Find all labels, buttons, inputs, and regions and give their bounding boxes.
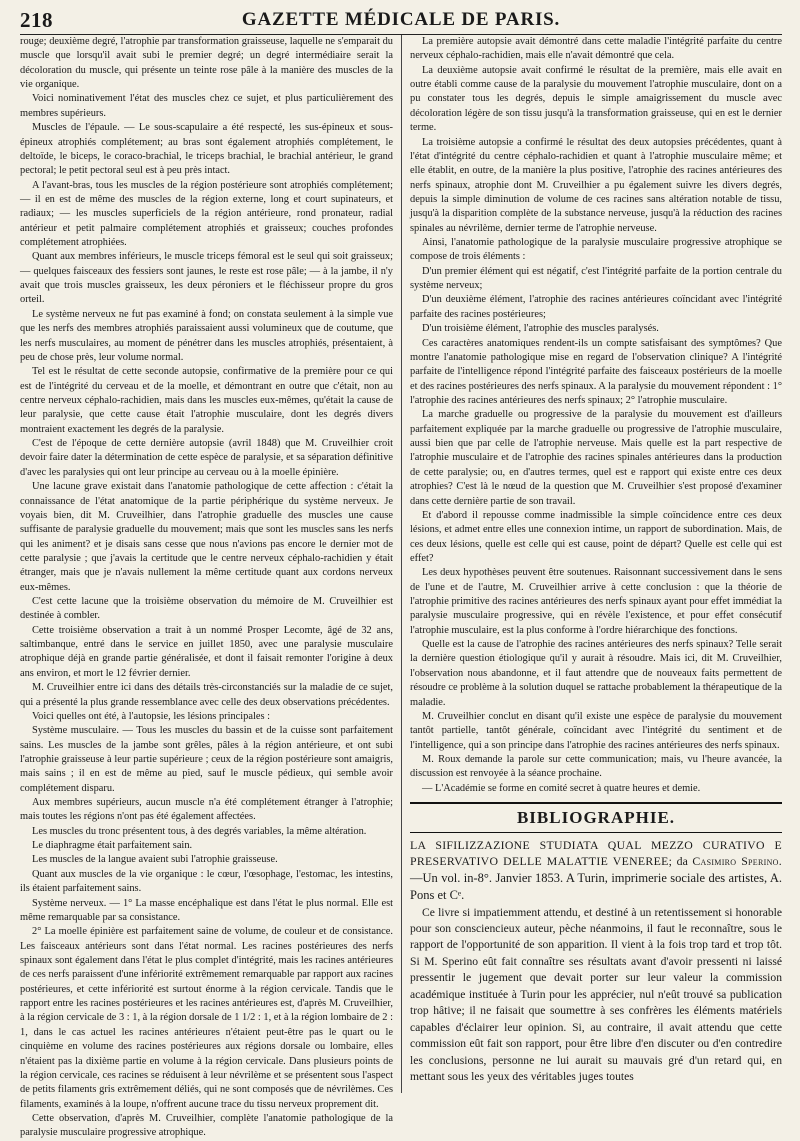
- paragraph: Et d'abord il repousse comme inadmissible la simple coïncidence entre ces deux lésions, et admet entre elles une connexion intime, un rapport de subordination. Mais, de ces deux lésions, quelle est celle qui est cause, point de départ? Quelle est celle qui est effet?: [410, 509, 782, 564]
- paragraph: Quant aux membres inférieurs, le muscle triceps fémoral est le seul qui soit graisseux; — quelques faisceaux des fessiers sont jaunes, le reste est rose pâle; — à la jambe, il n'y avait que trois muscles graisseux, les deux péroniers et le fléchisseur propre du gros orteil.: [20, 251, 393, 306]
- bibliography-entry: [410, 837, 782, 905]
- page-number: 218: [20, 8, 53, 32]
- section-heading: BIBLIOGRAPHIE.: [516, 808, 676, 828]
- text-columns: [20, 35, 782, 1139]
- paragraph: La troisième autopsie a confirmé le résultat des deux autopsies précédentes, quant à l'état d'intégrité du centre céphalo-rachidien et quant à l'atrophie musculaire même; et elle établit, en outre, de la manière la plus positive, l'atrophie des racines antérieures des nerfs spinaux, atrophie dont M. Cruveilhier a pu également suivre les divers degrés, depuis la simple diminution de volume de ces racines sans altération notable de tissu, jusqu'à la disparition complète de la substance nerveuse, jusqu'à la réduction des racines spinales au névrilème, dernier terme de l'atrophie nerveuse.: [410, 136, 782, 234]
- paragraph: Tel est le résultat de cette seconde autopsie, confirmative de la première pour ce qui est de l'intégrité du cerveau et de la moelle, et démontrant en outre que c'était, non au centre nerveux céphalo-rachidien, mais dans les muscles eux-mêmes, qu'était la cause de leur paralysie, que cette cause était l'atrophie musculaire, dont les degrés divers montraient exactement les degrés de la paralysie.: [20, 366, 393, 435]
- publication-info: —Un vol. in-8°. Janvier 1853. A Turin, imprimerie sociale des artistes, A. Pons et Cᵉ.: [410, 870, 782, 903]
- paragraph: D'un troisième élément, l'atrophie des muscles paralysés.: [422, 323, 659, 335]
- paragraph: Muscles de l'épaule. — Le sous-scapulaire a été respecté, les sus-épineux et sous-épineux atrophiés complétement; au bras sont également atrophiés complétement, le deltoïde, le biceps, le coraco-brachial, le triceps brachial, le brachial antérieur, le grand pectoral; le petit pectoral seul est à peu près intact.: [20, 122, 393, 177]
- paragraph: M. Roux demande la parole sur cette communication; mais, vu l'heure avancée, la discussion est renvoyée à la séance prochaine.: [410, 753, 782, 780]
- paragraph: 2° La moelle épinière est parfaitement saine de volume, de couleur et de consistance. Les faisceaux antérieurs sont dans l'état normal. Les racines postérieures des nerfs spinaux sont également dans l'état le plus complet d'intégrité, mais les racines antérieures de ces nerfs paraissent d'une infériorité extrêmement remarquable par rapport aux racines postérieures, et cette infériorité est surtout énorme à la région cervicale. Tandis que le rapport entre les racines postérieures et les racines antérieures est, d'après M. Cruveilhier, à la région cervicale de 3 : 1, à la région dorsale de 1 1/2 : 1, et à la région lombaire de 2 : 1, dans le cas actuel les racines antérieures n'étaient peut-être pas le quart ou le cinquième en volume des racines postérieures aux régions dorsale ou lombaire, elles n'étaient pas la dixième partie en volume à la région cervicale. Dans plusieurs points de la région cervicale, ces racines se réduisent à leur névrilème et se présentent sous l'aspect de petits filaments gris extrêmement déliés, qui ne sont composés que de névrilèmes. Ces filaments, examinés à la loupe, n'offrent aucune trace du tissu nerveux proprement dit.: [20, 926, 393, 1110]
- book-title: LA SIFILIZZAZIONE STUDIATA QUAL MEZZO CURATIVO E PRESERVATIVO DELLE MALATTIE VENEREE;: [410, 837, 782, 869]
- paragraph: La deuxième autopsie avait confirmé le résultat de la première, mais elle avait en outre établi comme cause de la paralysie du mouvement l'atrophie musculaire, dont on a pu constater tous les degrés, depuis le simple amaigrissement du muscle avec décoloration légère de son tissu jusqu'à la transformation graisseuse, qui en est le dernier terme.: [410, 64, 782, 134]
- paragraph: La marche graduelle ou progressive de la paralysie du mouvement est d'ailleurs parfaitement expliquée par la marche graduelle ou progressive de l'atrophie musculaire, aussi bien que par celle de l'atrophie nerveuse. Mais quelle est la part respective de l'atrophie musculaire et de l'atrophie des racines spinales antérieures dans la production de cette paralysie; ou, en d'autres termes, quel est e rapport qui existe entre ces deux atrophies? C'est là le nœud de la question que M. Cruveilhier s'est proposé d'examiner dans cette dernière partie de son travail.: [410, 409, 782, 507]
- paragraph: A l'avant-bras, tous les muscles de la région postérieure sont atrophiés complétement; — il en est de même des muscles de la région externe, long et court supinateurs, et radiaux; — les muscles superficiels de la région antérieure, rond pronateur, radial antérieur et petit palmaire complétement atrophiés et graisseux; couches profondes complétement atrophiées.: [20, 179, 393, 249]
- right-column: [401, 35, 782, 1093]
- paragraph: Ainsi, l'anatomie pathologique de la paralysie musculaire progressive atrophique se compose de trois éléments :: [410, 237, 782, 263]
- paragraph: — L'Académie se forme en comité secret à quatre heures et demie.: [422, 782, 701, 794]
- paragraph: Voici nominativement l'état des muscles chez ce sujet, et plus particulièrement des membres supérieurs.: [20, 93, 393, 119]
- paragraph: M. Cruveilhier conclut en disant qu'il existe une espèce de paralysie du mouvement tantôt partielle, tantôt générale, coïncidant avec l'intégrité du sentiment et de l'intelligence, qui a son principe dans l'atrophie des racines antérieures des nerfs spinaux.: [410, 710, 782, 751]
- paragraph: Aux membres supérieurs, aucun muscle n'a été complétement étranger à l'atrophie; mais toutes les régions n'ont pas été également affectées.: [20, 797, 393, 823]
- paragraph: Voici quelles ont été, à l'autopsie, les lésions principales :: [32, 710, 271, 722]
- page-header: [20, 8, 782, 35]
- paragraph: Quant aux muscles de la vie organique : le cœur, l'œsophage, l'estomac, les intestins, ils étaient parfaitement sains.: [20, 868, 393, 895]
- paragraph: D'un deuxième élément, l'atrophie des racines antérieures coïncidant avec l'intégrité parfaite des racines postérieures;: [410, 294, 782, 320]
- paragraph: Les muscles de la langue avaient subi l'atrophie graisseuse.: [32, 854, 278, 866]
- paragraph: Le diaphragme était parfaitement sain.: [32, 840, 193, 852]
- paragraph: Le système nerveux ne fut pas examiné à fond; on constata seulement à la simple vue que les nerfs des membres atrophiés paraissaient aussi volumineux que de coutume, que les nerfs musculaires, au moment de pénétrer dans les muscles atrophiés, présentaient, à peu de chose près, leur volume normal.: [20, 308, 393, 363]
- bibliographie-heading-box: [410, 802, 782, 832]
- paragraph: Les muscles du tronc présentent tous, à des degrés variables, la même altération.: [32, 825, 367, 837]
- paragraph: Système nerveux. — 1° La masse encéphalique est dans l'état le plus normal. Elle est même remarquable par sa consistance.: [20, 897, 393, 923]
- paragraph: Ces caractères anatomiques rendent-ils un compte satisfaisant des symptômes? Que montre l'anatomie pathologique mise en regard de l'observation clinique? A l'intégrité parfaite de l'intelligence répond l'intégrité parfaite des faisceaux postérieurs de la moelle et des racines postérieures des nerfs spinaux. A la paralysie du mouvement répondent : 1° l'atrophie des racines antérieures des nerfs spinaux; 2° l'atrophie musculaire.: [410, 337, 782, 406]
- journal-title: GAZETTE MÉDICALE DE PARIS.: [241, 9, 561, 30]
- paragraph: La première autopsie avait démontré dans cette maladie l'intégrité parfaite du centre nerveux céphalo-rachidien, mais elle n'avait démontré que cela.: [410, 36, 782, 62]
- left-column: [20, 35, 401, 1139]
- paragraph: Cette troisième observation a trait à un nommé Prosper Lecomte, âgé de 32 ans, saltimbanque, entré dans le service en juillet 1850, avec une paralysie musculaire atrophique déjà en grande partie généralisée, et dont il faisait remonter l'origine à deux ans environ, et mort le 12 février dernier.: [20, 624, 393, 679]
- book-author: Casimiro Sperino.: [692, 854, 782, 869]
- author-prefix: da: [676, 854, 688, 869]
- review-paragraph: Ce livre si impatiemment attendu, et destiné à un retentissement si honorable pour son consciencieux auteur, pèche néanmoins, il faut le reconnaître, sous le rapport de l'opportunité de son apparition. Il vient à la fois trop tard et trop tôt. Si M. Sperino eût fait connaître ses résultats avant d'avoir pressenti ni laissé pressentir le jugement que devait porter sur leur valeur la commission académique instituée à Turin pour les apprécier, nul n'eût trouvé sa publication trop hâtive; il ne faisait que soumettre à ses confrères les éléments matériels capables d'éclairer leur opinion. Si, au contraire, il avait attendu que cette commission eût fait son rapport, pour être libre d'en discuter ou d'en contredire les conclusions, personne ne lui aurait su mauvais gré d'un retard qui, en mettant sous les yeux des véritables juges toutes: [410, 905, 782, 1084]
- paragraph: rouge; deuxième degré, l'atrophie par transformation graisseuse, laquelle ne s'emparait du muscle que lorsqu'il avait subi le premier degré; un degré intermédiaire serait la décoloration du muscle, qui présente un teinte rose pâle à la manière des muscles de la vie organique.: [20, 36, 393, 91]
- paragraph: Système musculaire. — Tous les muscles du bassin et de la cuisse sont parfaitement sains. Les muscles de la jambe sont grêles, pâles à la région antérieure, et ont subi l'atrophie graisseuse à leur partie supérieure ; ceux de la région postérieure sont amaigris, mais sains ; il en est de même au pied, sauf le muscle pédieux, qui semble avoir complétement disparu.: [20, 725, 393, 794]
- paragraph: C'est de l'époque de cette dernière autopsie (avril 1848) que M. Cruveilhier croit devoir faire dater la détermination de cette espèce de paralysie, et sa séparation définitive d'avec les paralysies qui ont leur principe au cerveau ou à la moelle épinière.: [20, 438, 393, 478]
- paragraph: Cette observation, d'après M. Cruveilhier, complète l'anatomie pathologique de la paralysie musculaire progressive atrophique.: [20, 1112, 393, 1139]
- paragraph: M. Cruveilhier entre ici dans des détails très-circonstanciés sur la maladie de ce sujet, qui a présenté la plus grande ressemblance avec celle des deux observations précédentes.: [20, 682, 393, 708]
- paragraph: C'est cette lacune que la troisième observation du mémoire de M. Cruveilhier est destinée à combler.: [20, 596, 393, 622]
- paragraph: Une lacune grave existait dans l'anatomie pathologique de cette affection : c'était la connaissance de l'état anatomique de la partie périphérique du système nerveux. Je voyais bien, dit M. Cruveilhier, dans l'atrophie graduelle des muscles une cause suffisante de paralysie graduelle du mouvement; mais que sont les muscles sans les nerfs qui les animent? et je disais sans cesse que nous n'avions pas encore le dernier mot de cette paralysie ; que j'avais la certitude que le centre nerveux céphalo-rachidien y était étranger, mais que je n'avais nullement la même certitude quant aux cordons nerveux eux-mêmes.: [20, 481, 393, 593]
- paragraph: Quelle est la cause de l'atrophie des racines antérieures des nerfs spinaux? Telle serait la dernière question étiologique qu'il y aurait à résoudre. Mais ici, dit M. Cruveilhier, l'observation nous abandonne, et il faut attendre que de nouveaux faits permettent de résoudre ce problème à la solution duquel se rattache probablement la thérapeutique de la maladie.: [410, 639, 782, 708]
- paragraph: D'un premier élément qui est négatif, c'est l'intégrité parfaite de la portion centrale du système nerveux;: [410, 265, 782, 292]
- paragraph: Les deux hypothèses peuvent être soutenues. Raisonnant successivement dans le sens de l'une et de l'autre, M. Cruveilhier arrive à cette conclusion : que la théorie de l'atrophie primitive des racines antérieures des nerfs spinaux ayant pour effet immédiat la paralysie musculaire progressive, qui en révèle l'existence, et pour effet consécutif l'atrophie musculaire, est la plus conforme à l'ordre hiérarchique des fonctions.: [410, 567, 782, 636]
